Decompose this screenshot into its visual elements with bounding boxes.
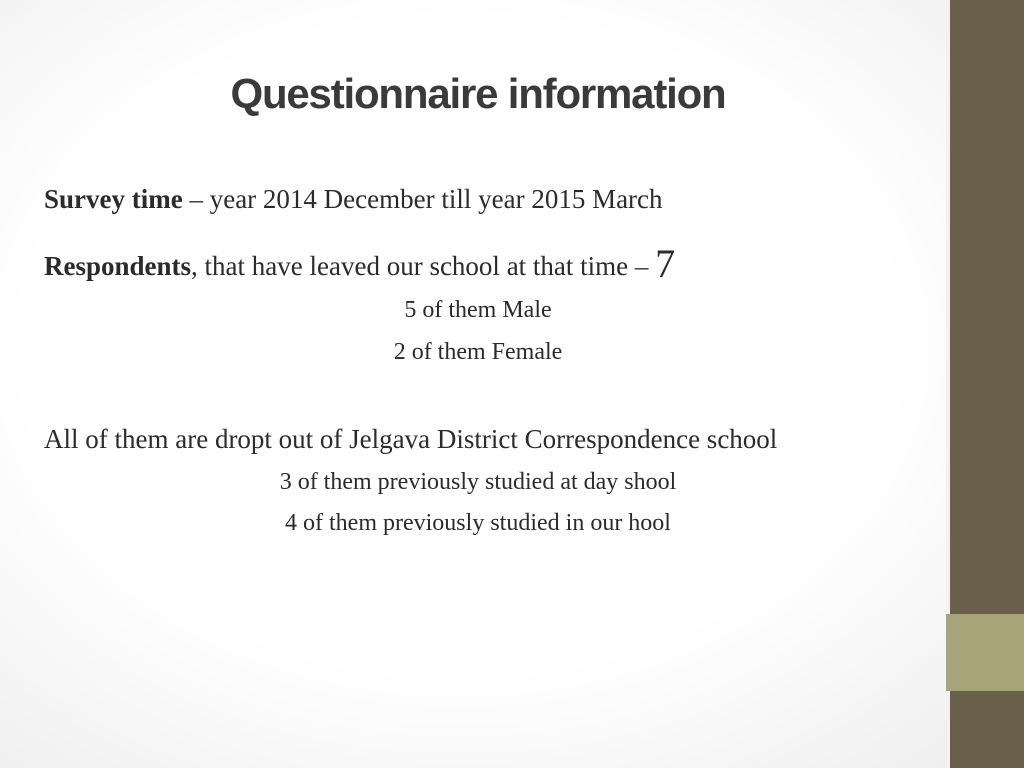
respondents-text: , that have leaved our school at that time – — [191, 251, 656, 281]
survey-time-label: Survey time — [44, 184, 183, 214]
male-count-line: 5 of them Male — [404, 297, 552, 323]
sidebar-accent-block — [946, 614, 1024, 691]
slide-title: Questionnaire information — [230, 70, 726, 117]
respondents-label: Respondents — [44, 251, 192, 281]
respondents-count: 7 — [655, 241, 676, 286]
survey-time-line — [44, 184, 663, 215]
dropout-line: All of them are dropt out of Jelgava District Correspondence school — [44, 424, 778, 454]
our-school-line: 4 of them previously studied in our hool — [285, 510, 671, 536]
female-count-line: 2 of them Female — [393, 339, 563, 365]
day-school-line: 3 of them previously studied at day shool — [279, 469, 677, 495]
respondents-line — [44, 240, 675, 287]
survey-time-text: – year 2014 December till year 2015 March — [182, 184, 663, 214]
